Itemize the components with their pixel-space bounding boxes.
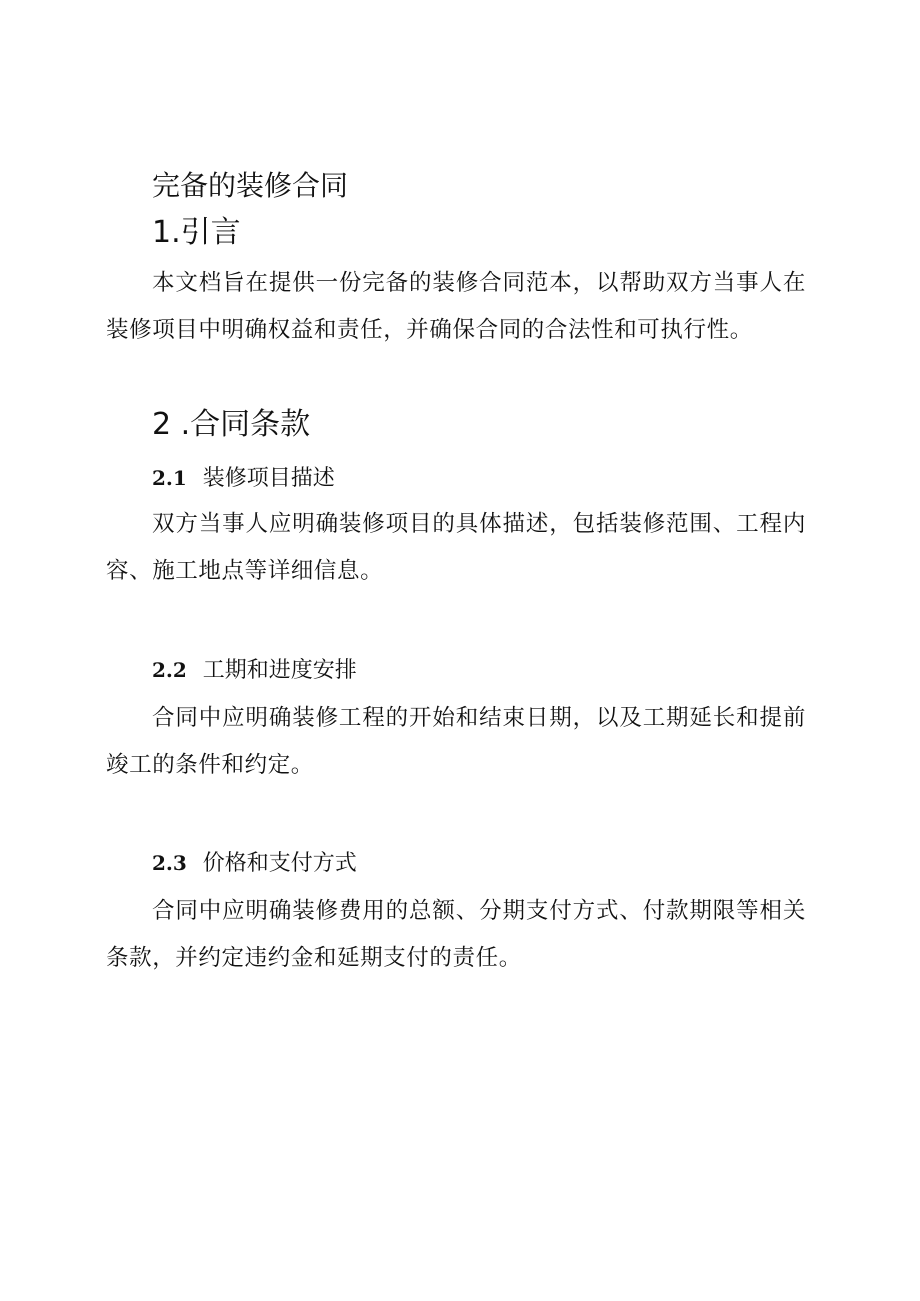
subsection-2-1-number: 2.1 bbox=[152, 466, 187, 490]
subsection-2-2-paragraph: 合同中应明确装修工程的开始和结束日期，以及工期延长和提前竣工的条件和约定。 bbox=[106, 705, 806, 778]
subsection-2-2-number: 2.2 bbox=[152, 658, 187, 682]
subsection-2-3-title: 价格和支付方式 bbox=[202, 851, 357, 876]
subsection-2-3-number: 2.3 bbox=[152, 851, 187, 875]
subsection-2-3-paragraph: 合同中应明确装修费用的总额、分期支付方式、付款期限等相关条款，并约定违约金和延期支付的责任。 bbox=[106, 898, 806, 971]
subsection-2-1-title: 装修项目描述 bbox=[202, 466, 335, 491]
subsection-2-1-paragraph: 双方当事人应明确装修项目的具体描述，包括装修范围、工程内容、施工地点等详细信息。 bbox=[106, 511, 806, 584]
section-1-paragraph: 本文档旨在提供一份完备的装修合同范本，以帮助双方当事人在装修项目中明确权益和责任，并确保合同的合法性和可执行性。 bbox=[106, 270, 806, 343]
subsection-2-1-heading bbox=[152, 462, 335, 495]
section-2-heading: 2 .合同条款 bbox=[152, 407, 311, 442]
subsection-2-2-title: 工期和进度安排 bbox=[202, 658, 357, 683]
section-1-heading: 1.引言 bbox=[152, 215, 241, 250]
subsection-2-3-heading bbox=[152, 847, 357, 880]
document-title: 完备的装修合同 bbox=[152, 169, 349, 202]
subsection-2-2-heading bbox=[152, 654, 357, 687]
